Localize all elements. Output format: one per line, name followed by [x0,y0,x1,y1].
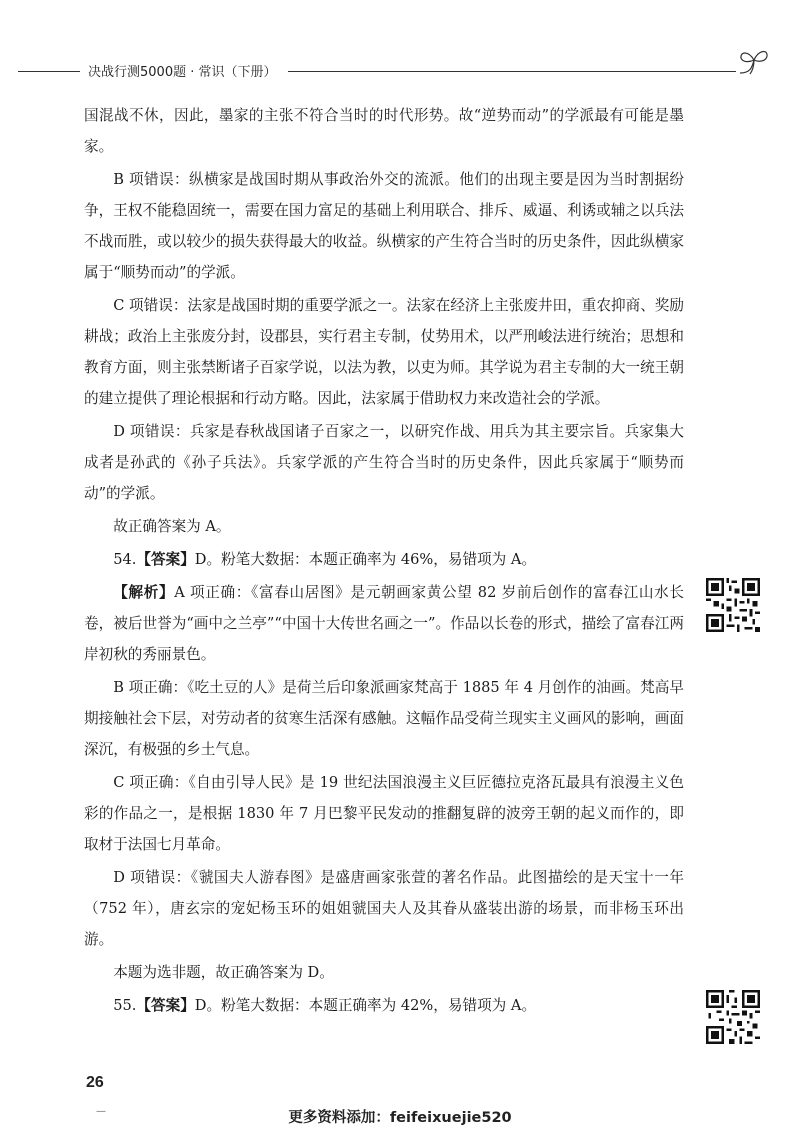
q55-answer [84,990,684,1021]
running-header [18,58,778,86]
paragraph: B 项正确：《吃土豆的人》是荷兰后印象派画家梵高于 1885 年 4 月创作的油画。梵高早期接触社会下层，对劳动者的贫寒生活深有感触。这幅作品受荷兰现实主义画风的影响，画面深沉，有极强的乡土气息。 [84,679,684,758]
q54-analysis-text: A 项正确：《富春山居图》是元朝画家黄公望 82 岁前后创作的富春江山水长卷，被后世誉为“画中之兰亭”“中国十大传世名画之一”。作品以长卷的形式，描绘了富春江两岸初秋的秀丽景色。 [84,584,684,663]
paragraph: C 项错误：法家是战国时期的重要学派之一。法家在经济上主张废井田，重农抑商、奖励耕战；政治上主张废分封，设郡县，实行君主专制，仗势用术，以严刑峻法进行统治；思想和教育方面，则主张禁断诸子百家学说，以法为教，以吏为师。其学说为君主专制的大一统王朝的建立提供了理论根据和行动方略。因此，法家属于借助权力来改造社会的学派。 [84,297,684,407]
q54-number: 54. [113,551,137,568]
bottom-mark: — [96,1106,106,1117]
paragraph: 本题为选非题，故正确答案为 D。 [113,964,334,981]
header-rule-right [288,71,736,72]
q54-answer-label: 【答案】 [136,551,195,568]
paragraph: D 项错误：兵家是春秋战国诸子百家之一，以研究作战、用兵为其主要宗旨。兵家集大成者是孙武的《孙子兵法》。兵家学派的产生符合当时的历史条件，因此兵家属于“顺势而动”的学派。 [84,423,684,502]
qr-code-icon[interactable] [706,578,760,632]
qr-code-icon[interactable] [706,990,760,1044]
page-body [84,100,684,1023]
page-number: 26 [86,1074,104,1091]
paragraph: 故正确答案为 A。 [113,518,231,535]
footer-note: 更多资料添加：feifeixuejie520 [288,1110,512,1126]
q54-answer-text: D。粉笔大数据：本题正确率为 46%，易错项为 A。 [194,551,537,568]
header-title: 决战行测5000题 · 常识（下册） [88,65,277,80]
paragraph: B 项错误：纵横家是战国时期从事政治外交的流派。他们的出现主要是因为当时割据纷争，王权不能稳固统一，需要在国力富足的基础上利用联合、排斥、威逼、利诱或辅之以兵法不战而胜，或以较少的损失获得最大的收益。纵横家的产生符合当时的历史条件，因此纵横家属于“顺势而动”的学派。 [84,171,684,281]
sprout-icon [736,44,772,78]
q54-analysis-label: 【解析】 [113,584,175,601]
q54-analysis [84,577,684,670]
header-rule-left [18,71,80,72]
paragraph: C 项正确：《自由引导人民》是 19 世纪法国浪漫主义巨匠德拉克洛瓦最具有浪漫主义色彩的作品之一，是根据 1830 年 7 月巴黎平民发动的推翻复辟的波旁王朝的起义而作的，即取材于法国七月革命。 [84,774,684,853]
paragraph: 国混战不休，因此，墨家的主张不符合当时的时代形势。故“逆势而动”的学派最有可能是墨家。 [84,107,684,155]
q55-number: 55. [113,997,137,1014]
q55-answer-text: D。粉笔大数据：本题正确率为 42%，易错项为 A。 [194,997,537,1014]
q55-answer-label: 【答案】 [136,997,195,1014]
paragraph: D 项错误：《虢国夫人游春图》是盛唐画家张萱的著名作品。此图描绘的是天宝十一年（752 年），唐玄宗的宠妃杨玉环的姐姐虢国夫人及其眷从盛装出游的场景，而非杨玉环出游。 [84,869,684,948]
q54-answer [84,544,684,575]
